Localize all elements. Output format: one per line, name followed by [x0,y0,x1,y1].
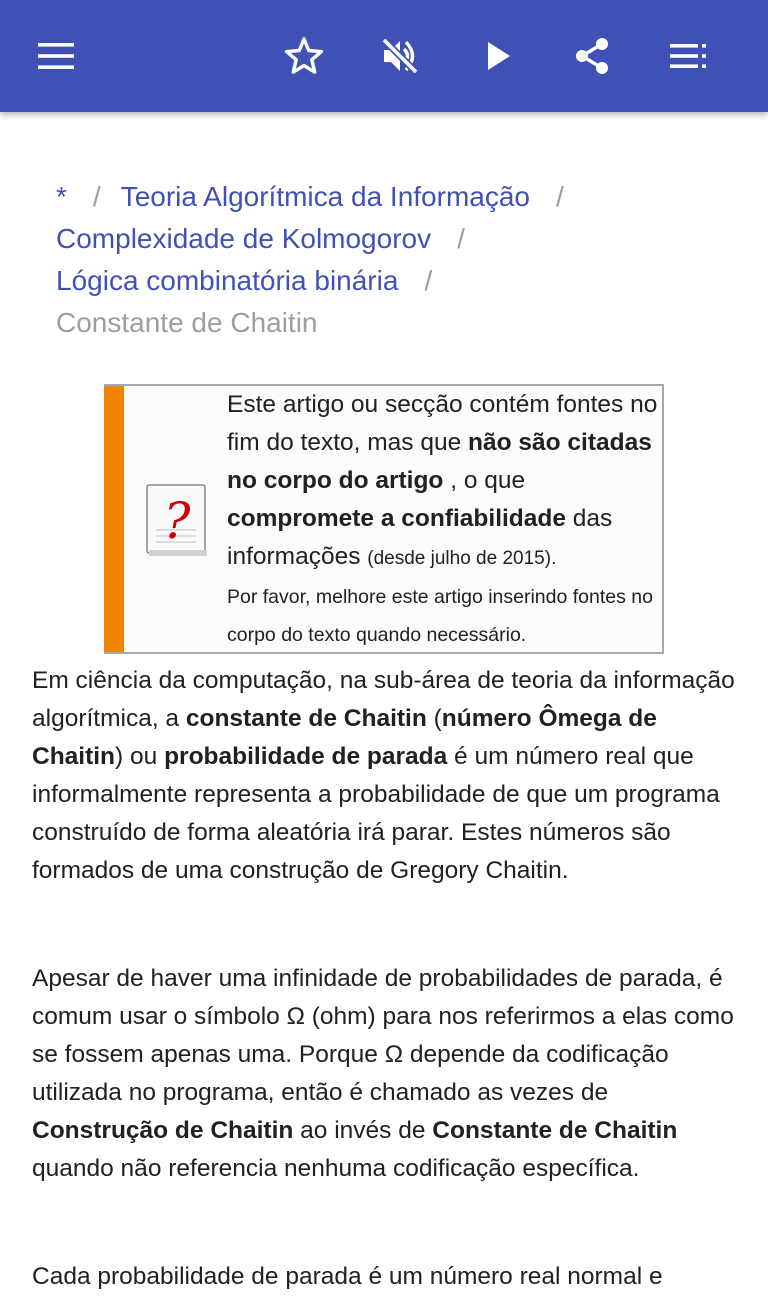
paragraph-bold: probabilidade de parada [164,743,448,770]
svg-text:?: ? [163,492,191,550]
paragraph-bold: constante de Chaitin [185,705,427,732]
app-bar [0,0,768,112]
share-button[interactable] [564,28,620,84]
notice-accent-bar [104,386,124,652]
breadcrumb-current: Constante de Chaitin [56,307,318,338]
share-icon [572,36,612,76]
favorite-button[interactable] [276,28,332,84]
breadcrumb-row [56,176,736,218]
play-icon [478,36,518,76]
breadcrumb [56,176,736,344]
contents-button[interactable] [660,28,716,84]
citation-notice-box [104,384,664,654]
paragraph-bold: número Ômega de Chaitin [32,705,657,770]
question-document-icon [146,484,208,558]
paragraph [32,960,738,1188]
breadcrumb-separator: / [556,181,564,212]
play-button[interactable] [470,28,526,84]
breadcrumb-row [56,218,736,260]
breadcrumb-separator: / [92,181,101,212]
paragraph [32,1258,738,1296]
paragraph-text: ao invés de [293,1117,433,1144]
notice-text [227,386,659,654]
mute-button[interactable] [372,28,428,84]
paragraph [32,662,738,890]
breadcrumb-link-logica[interactable]: Lógica combinatória binária [56,265,399,296]
paragraph-text: ) ou [115,743,165,770]
notice-text-part: das informações [227,505,613,570]
paragraph-text: Em ciência da computação, na sub-área de teoria da informação algorítmica, a [32,667,735,732]
star-outline-icon [284,36,324,76]
breadcrumb-separator: / [457,223,465,254]
breadcrumb-link-teoria[interactable]: Teoria Algorítmica da Informação [120,181,530,212]
menu-icon [36,36,76,76]
paragraph-bold: Constante de Chaitin [432,1117,678,1144]
breadcrumb-row [56,260,736,302]
volume-off-icon [380,36,420,76]
paragraph-text: ( [426,705,442,732]
paragraph-text: Cada probabilidade de parada é um número real normal e [32,1263,663,1290]
notice-bold-part: compromete a confiabilidade [227,505,566,532]
notice-bold-part: não são citadas no corpo do artigo [227,429,652,494]
notice-text-part: Este artigo ou secção contém fontes no fim do texto, mas que [227,391,658,456]
paragraph-bold: Construção de Chaitin [32,1117,294,1144]
breadcrumb-separator: / [424,265,433,296]
breadcrumb-row [56,302,736,344]
notice-request: Por favor, melhore este artigo inserindo fontes no corpo do texto quando necessário. [227,586,653,646]
paragraph-text: Apesar de haver uma infinidade de probabilidades de parada, é comum usar o símbolo Ω (ohm) para nos referirmos a elas como se fossem apenas uma. Porque Ω depende da codificação utilizada no programa, então é chamado as vezes de [32,965,734,1106]
paragraph-text: quando não referencia nenhuma codificação específica. [32,1155,640,1182]
notice-text-part: , o que [443,467,526,494]
breadcrumb-link-root[interactable]: * [56,181,67,212]
menu-button[interactable] [28,28,84,84]
playlist-icon [668,36,708,76]
notice-date: (desde julho de 2015). [367,548,557,569]
breadcrumb-link-complexidade[interactable]: Complexidade de Kolmogorov [56,223,432,254]
paragraph-text: é um número real que informalmente representa a probabilidade de que um programa construído de forma aleatória irá parar. Estes números são formados de uma construção de Gregory Chaitin. [32,743,720,884]
